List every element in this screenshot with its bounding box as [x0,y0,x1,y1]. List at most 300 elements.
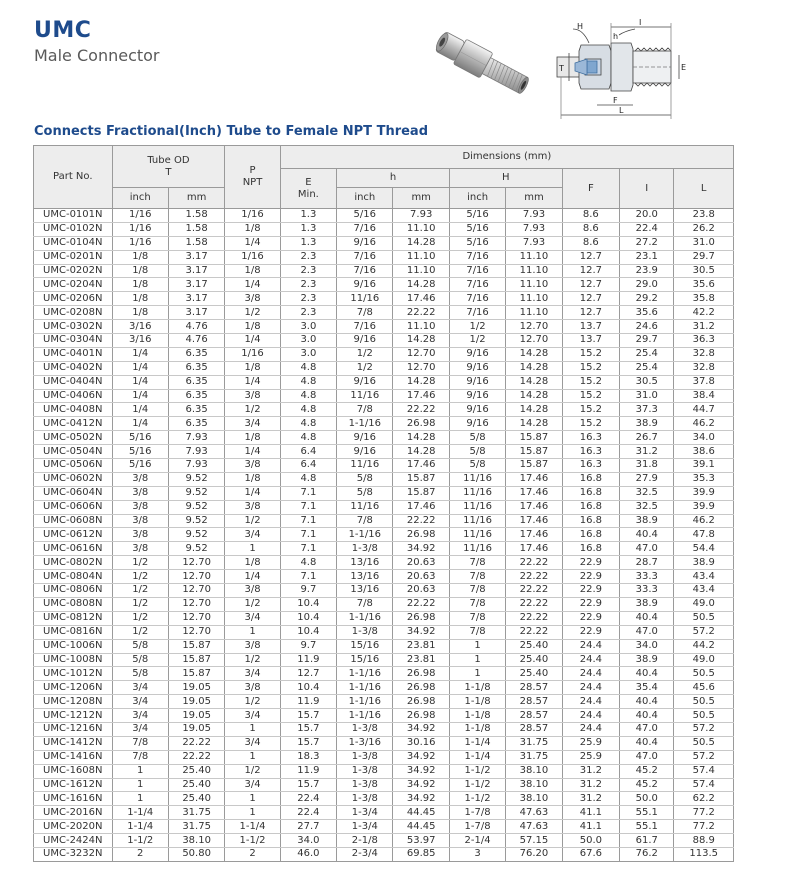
cell-f: 24.4 [562,722,619,736]
cell-l: 37.8 [674,375,734,389]
cell-npt: 1/8 [225,222,280,236]
cell-h-big-mm: 28.57 [506,722,562,736]
cell-i: 31.8 [620,459,674,473]
cell-h-big-mm: 31.75 [506,750,562,764]
cell-e-min: 9.7 [280,584,336,598]
cell-tube-mm: 22.22 [168,736,224,750]
cell-tube-inch: 1/4 [112,361,168,375]
cell-tube-inch: 1/2 [112,625,168,639]
table-row [34,542,734,556]
cell-l: 57.4 [674,778,734,792]
cell-f: 25.9 [562,736,619,750]
cell-h-small-inch: 1-3/8 [337,764,393,778]
cell-h-small-inch: 15/16 [337,653,393,667]
cell-h-small-mm: 69.85 [393,847,449,861]
cell-h-big-mm: 31.75 [506,736,562,750]
cell-f: 13.7 [562,334,619,348]
cell-i: 40.4 [620,709,674,723]
cell-h-big-inch: 5/8 [449,459,505,473]
cell-h-big-mm: 47.63 [506,806,562,820]
table-row [34,681,734,695]
cell-h-small-mm: 11.10 [393,264,449,278]
cell-h-small-mm: 14.28 [393,375,449,389]
cell-npt: 1/4 [225,486,280,500]
cell-part-no: UMC-0608N [34,514,113,528]
cell-f: 15.2 [562,403,619,417]
table-row [34,722,734,736]
cell-l: 43.4 [674,584,734,598]
cell-h-big-inch: 9/16 [449,389,505,403]
cell-part-no: UMC-0802N [34,556,113,570]
cell-e-min: 34.0 [280,834,336,848]
cell-e-min: 2.3 [280,306,336,320]
cell-h-small-inch: 11/16 [337,292,393,306]
cell-h-small-mm: 34.92 [393,722,449,736]
cell-h-big-mm: 14.28 [506,403,562,417]
label-F: F [613,96,618,105]
cell-h-big-mm: 15.87 [506,431,562,445]
cell-e-min: 1.3 [280,222,336,236]
cell-e-min: 15.7 [280,778,336,792]
cell-f: 15.2 [562,417,619,431]
cell-e-min: 3.0 [280,320,336,334]
cell-h-big-mm: 14.28 [506,389,562,403]
cell-l: 77.2 [674,820,734,834]
cell-h-big-mm: 11.10 [506,264,562,278]
cell-part-no: UMC-0408N [34,403,113,417]
cell-f: 31.2 [562,764,619,778]
cell-h-big-mm: 11.10 [506,306,562,320]
cell-i: 27.9 [620,472,674,486]
cell-h-big-inch: 1-1/8 [449,681,505,695]
cell-h-small-mm: 20.63 [393,584,449,598]
cell-e-min: 4.8 [280,431,336,445]
table-row [34,778,734,792]
cell-npt: 3/8 [225,639,280,653]
cell-h-big-mm: 22.22 [506,584,562,598]
cell-h-big-mm: 28.57 [506,709,562,723]
cell-i: 38.9 [620,597,674,611]
table-row [34,639,734,653]
cell-npt: 1/2 [225,306,280,320]
cell-part-no: UMC-0808N [34,597,113,611]
cell-tube-inch: 1/4 [112,403,168,417]
cell-l: 38.6 [674,445,734,459]
cell-npt: 1-1/4 [225,820,280,834]
cell-i: 35.6 [620,306,674,320]
cell-f: 31.2 [562,792,619,806]
cell-tube-mm: 6.35 [168,375,224,389]
table-row [34,347,734,361]
cell-h-big-inch: 11/16 [449,528,505,542]
cell-h-big-inch: 9/16 [449,417,505,431]
cell-tube-mm: 4.76 [168,320,224,334]
cell-h-small-inch: 1-1/16 [337,709,393,723]
table-row [34,570,734,584]
cell-i: 55.1 [620,806,674,820]
cell-h-big-inch: 7/8 [449,597,505,611]
cell-tube-inch: 1-1/4 [112,806,168,820]
table-row [34,695,734,709]
cell-part-no: UMC-0202N [34,264,113,278]
cell-part-no: UMC-2020N [34,820,113,834]
cell-h-big-mm: 12.70 [506,334,562,348]
cell-l: 35.8 [674,292,734,306]
cell-tube-mm: 3.17 [168,292,224,306]
header-h-big-mm: mm [506,188,562,209]
header-tube-mm: mm [168,188,224,209]
cell-h-small-inch: 1-3/8 [337,778,393,792]
cell-tube-inch: 1/16 [112,236,168,250]
cell-l: 49.0 [674,653,734,667]
cell-f: 13.7 [562,320,619,334]
cell-h-big-mm: 25.40 [506,653,562,667]
cell-npt: 1/4 [225,278,280,292]
cell-h-small-inch: 1-3/4 [337,820,393,834]
cell-l: 32.8 [674,347,734,361]
table-row [34,806,734,820]
cell-npt: 1/8 [225,556,280,570]
cell-tube-mm: 12.70 [168,611,224,625]
cell-e-min: 7.1 [280,500,336,514]
table-row [34,250,734,264]
cell-h-small-mm: 34.92 [393,750,449,764]
cell-h-big-mm: 14.28 [506,417,562,431]
cell-tube-inch: 5/16 [112,445,168,459]
cell-part-no: UMC-0506N [34,459,113,473]
dimension-drawing [553,15,693,123]
cell-e-min: 6.4 [280,459,336,473]
table-row [34,709,734,723]
table-row [34,459,734,473]
cell-h-big-inch: 7/16 [449,278,505,292]
cell-h-small-inch: 1-3/16 [337,736,393,750]
cell-tube-inch: 1/4 [112,347,168,361]
cell-l: 77.2 [674,806,734,820]
cell-tube-inch: 1/2 [112,556,168,570]
cell-e-min: 11.9 [280,695,336,709]
cell-h-small-mm: 26.98 [393,681,449,695]
cell-tube-inch: 1/4 [112,375,168,389]
cell-h-big-mm: 22.22 [506,570,562,584]
cell-h-small-mm: 22.22 [393,597,449,611]
cell-h-big-inch: 2-1/4 [449,834,505,848]
cell-npt: 3/8 [225,389,280,403]
cell-e-min: 4.8 [280,389,336,403]
cell-i: 34.0 [620,639,674,653]
cell-h-small-mm: 22.22 [393,306,449,320]
cell-tube-mm: 3.17 [168,250,224,264]
cell-part-no: UMC-0602N [34,472,113,486]
cell-h-big-inch: 7/8 [449,611,505,625]
cell-i: 31.2 [620,445,674,459]
table-row [34,431,734,445]
cell-h-big-inch: 1-1/8 [449,709,505,723]
cell-h-small-inch: 1-3/8 [337,792,393,806]
cell-i: 33.3 [620,570,674,584]
cell-f: 8.6 [562,209,619,223]
cell-l: 39.9 [674,500,734,514]
cell-f: 8.6 [562,236,619,250]
cell-e-min: 18.3 [280,750,336,764]
cell-part-no: UMC-0502N [34,431,113,445]
cell-h-small-mm: 7.93 [393,209,449,223]
cell-e-min: 1.3 [280,209,336,223]
table-row [34,486,734,500]
table-row [34,236,734,250]
cell-h-small-mm: 14.28 [393,334,449,348]
cell-npt: 1 [225,722,280,736]
cell-npt: 1/2 [225,764,280,778]
table-row [34,820,734,834]
cell-h-small-inch: 13/16 [337,584,393,598]
cell-l: 35.3 [674,472,734,486]
cell-e-min: 3.0 [280,347,336,361]
cell-i: 47.0 [620,542,674,556]
cell-tube-inch: 1-1/4 [112,820,168,834]
cell-f: 16.8 [562,542,619,556]
cell-h-small-inch: 9/16 [337,278,393,292]
cell-tube-inch: 7/8 [112,736,168,750]
cell-h-small-mm: 20.63 [393,556,449,570]
cell-i: 26.7 [620,431,674,445]
cell-npt: 1/8 [225,264,280,278]
cell-l: 42.2 [674,306,734,320]
cell-i: 37.3 [620,403,674,417]
cell-l: 36.3 [674,334,734,348]
cell-npt: 3/4 [225,611,280,625]
cell-h-small-mm: 26.98 [393,528,449,542]
cell-h-small-inch: 2-3/4 [337,847,393,861]
cell-h-big-mm: 14.28 [506,361,562,375]
cell-e-min: 27.7 [280,820,336,834]
cell-tube-mm: 1.58 [168,222,224,236]
cell-tube-mm: 1.58 [168,236,224,250]
cell-tube-mm: 31.75 [168,806,224,820]
label-L: L [619,106,624,115]
cell-part-no: UMC-0404N [34,375,113,389]
cell-i: 38.9 [620,417,674,431]
cell-i: 29.7 [620,334,674,348]
table-row [34,389,734,403]
cell-npt: 3/8 [225,459,280,473]
cell-f: 22.9 [562,556,619,570]
cell-h-small-mm: 53.97 [393,834,449,848]
cell-h-small-inch: 1-1/16 [337,667,393,681]
header-npt-label: NPT [242,177,263,188]
table-row [34,222,734,236]
cell-h-small-mm: 14.28 [393,431,449,445]
cell-h-big-mm: 22.22 [506,625,562,639]
cell-l: 50.5 [674,695,734,709]
cell-e-min: 7.1 [280,542,336,556]
cell-h-big-mm: 17.46 [506,542,562,556]
cell-tube-inch: 3/4 [112,722,168,736]
cell-f: 24.4 [562,653,619,667]
cell-npt: 1 [225,625,280,639]
cell-l: 50.5 [674,611,734,625]
header-h-big: H [449,169,562,188]
cell-tube-inch: 3/8 [112,514,168,528]
cell-h-big-inch: 1-1/8 [449,722,505,736]
cell-npt: 1-1/2 [225,834,280,848]
cell-f: 12.7 [562,250,619,264]
cell-part-no: UMC-0806N [34,584,113,598]
cell-tube-inch: 1/8 [112,264,168,278]
cell-tube-mm: 12.70 [168,597,224,611]
cell-h-big-mm: 17.46 [506,528,562,542]
cell-i: 20.0 [620,209,674,223]
cell-h-small-inch: 9/16 [337,445,393,459]
cell-h-big-inch: 1-1/4 [449,736,505,750]
cell-h-small-inch: 1-1/16 [337,681,393,695]
cell-h-small-inch: 1-3/4 [337,806,393,820]
cell-npt: 1/8 [225,320,280,334]
cell-h-big-inch: 7/8 [449,625,505,639]
cell-e-min: 7.1 [280,570,336,584]
cell-tube-inch: 1/8 [112,306,168,320]
cell-npt: 1/4 [225,375,280,389]
cell-part-no: UMC-1416N [34,750,113,764]
cell-h-small-inch: 11/16 [337,389,393,403]
cell-tube-mm: 4.76 [168,334,224,348]
cell-npt: 1/8 [225,472,280,486]
cell-tube-mm: 15.87 [168,653,224,667]
table-row [34,403,734,417]
cell-tube-inch: 3/4 [112,709,168,723]
cell-h-small-mm: 15.87 [393,486,449,500]
cell-tube-mm: 9.52 [168,514,224,528]
cell-i: 40.4 [620,667,674,681]
cell-e-min: 15.7 [280,736,336,750]
table-row [34,264,734,278]
cell-tube-inch: 1/8 [112,250,168,264]
cell-e-min: 2.3 [280,264,336,278]
header-l: L [674,169,734,209]
cell-tube-inch: 1/2 [112,570,168,584]
cell-e-min: 2.3 [280,278,336,292]
header-tube-od-symbol: T [165,166,172,178]
cell-l: 38.4 [674,389,734,403]
cell-h-big-inch: 9/16 [449,347,505,361]
cell-npt: 1/2 [225,653,280,667]
table-row [34,597,734,611]
cell-f: 24.4 [562,681,619,695]
cell-e-min: 15.7 [280,709,336,723]
header-tube-inch: inch [112,188,168,209]
cell-tube-mm: 12.70 [168,584,224,598]
cell-npt: 1/8 [225,431,280,445]
section-title: Connects Fractional(Inch) Tube to Female NPT Thread [34,124,428,139]
cell-f: 12.7 [562,292,619,306]
cell-l: 34.0 [674,431,734,445]
cell-h-big-inch: 7/16 [449,250,505,264]
cell-f: 15.2 [562,347,619,361]
cell-e-min: 4.8 [280,556,336,570]
cell-f: 16.3 [562,459,619,473]
cell-npt: 3/8 [225,584,280,598]
cell-l: 49.0 [674,597,734,611]
cell-h-small-inch: 5/8 [337,472,393,486]
cell-h-big-mm: 28.57 [506,695,562,709]
cell-i: 40.4 [620,695,674,709]
cell-h-small-inch: 7/8 [337,306,393,320]
cell-tube-mm: 38.10 [168,834,224,848]
cell-h-big-inch: 5/16 [449,222,505,236]
cell-e-min: 10.4 [280,597,336,611]
cell-h-small-mm: 44.45 [393,806,449,820]
cell-h-big-mm: 25.40 [506,639,562,653]
cell-f: 16.8 [562,528,619,542]
cell-part-no: UMC-0204N [34,278,113,292]
cell-l: 57.2 [674,750,734,764]
cell-h-big-mm: 12.70 [506,320,562,334]
cell-f: 16.3 [562,445,619,459]
table-row [34,528,734,542]
cell-tube-mm: 19.05 [168,695,224,709]
table-row [34,556,734,570]
header-e [280,169,336,209]
cell-tube-inch: 3/4 [112,695,168,709]
header-e-label: E [305,176,312,188]
cell-part-no: UMC-0504N [34,445,113,459]
cell-f: 24.4 [562,639,619,653]
cell-e-min: 4.8 [280,472,336,486]
header-part-no: Part No. [34,146,113,209]
cell-h-big-mm: 76.20 [506,847,562,861]
cell-part-no: UMC-1612N [34,778,113,792]
header-tube-od [112,146,225,188]
cell-h-small-mm: 44.45 [393,820,449,834]
cell-l: 31.0 [674,236,734,250]
cell-i: 47.0 [620,625,674,639]
cell-h-small-inch: 11/16 [337,459,393,473]
connector-photo [430,28,540,104]
cell-e-min: 6.4 [280,445,336,459]
cell-tube-inch: 1/4 [112,389,168,403]
cell-npt: 2 [225,847,280,861]
cell-h-small-mm: 26.98 [393,667,449,681]
cell-h-small-mm: 22.22 [393,403,449,417]
cell-part-no: UMC-0201N [34,250,113,264]
cell-l: 46.2 [674,514,734,528]
cell-tube-mm: 1.58 [168,209,224,223]
cell-h-small-inch: 1-3/8 [337,625,393,639]
cell-i: 22.4 [620,222,674,236]
cell-h-small-mm: 17.46 [393,389,449,403]
cell-h-small-mm: 17.46 [393,292,449,306]
cell-h-big-mm: 11.10 [506,278,562,292]
cell-i: 23.1 [620,250,674,264]
cell-h-small-inch: 1-1/16 [337,528,393,542]
table-row [34,292,734,306]
cell-tube-inch: 7/8 [112,750,168,764]
cell-npt: 1/2 [225,597,280,611]
cell-f: 24.4 [562,709,619,723]
cell-tube-inch: 1/2 [112,611,168,625]
cell-i: 61.7 [620,834,674,848]
cell-h-small-mm: 34.92 [393,792,449,806]
cell-npt: 3/4 [225,417,280,431]
label-h: h [613,32,619,41]
cell-tube-inch: 3/8 [112,500,168,514]
dimensions-table [33,145,734,862]
cell-f: 15.2 [562,389,619,403]
cell-h-small-inch: 1-1/16 [337,695,393,709]
cell-h-big-mm: 17.46 [506,500,562,514]
cell-e-min: 4.8 [280,403,336,417]
cell-h-small-inch: 7/16 [337,222,393,236]
